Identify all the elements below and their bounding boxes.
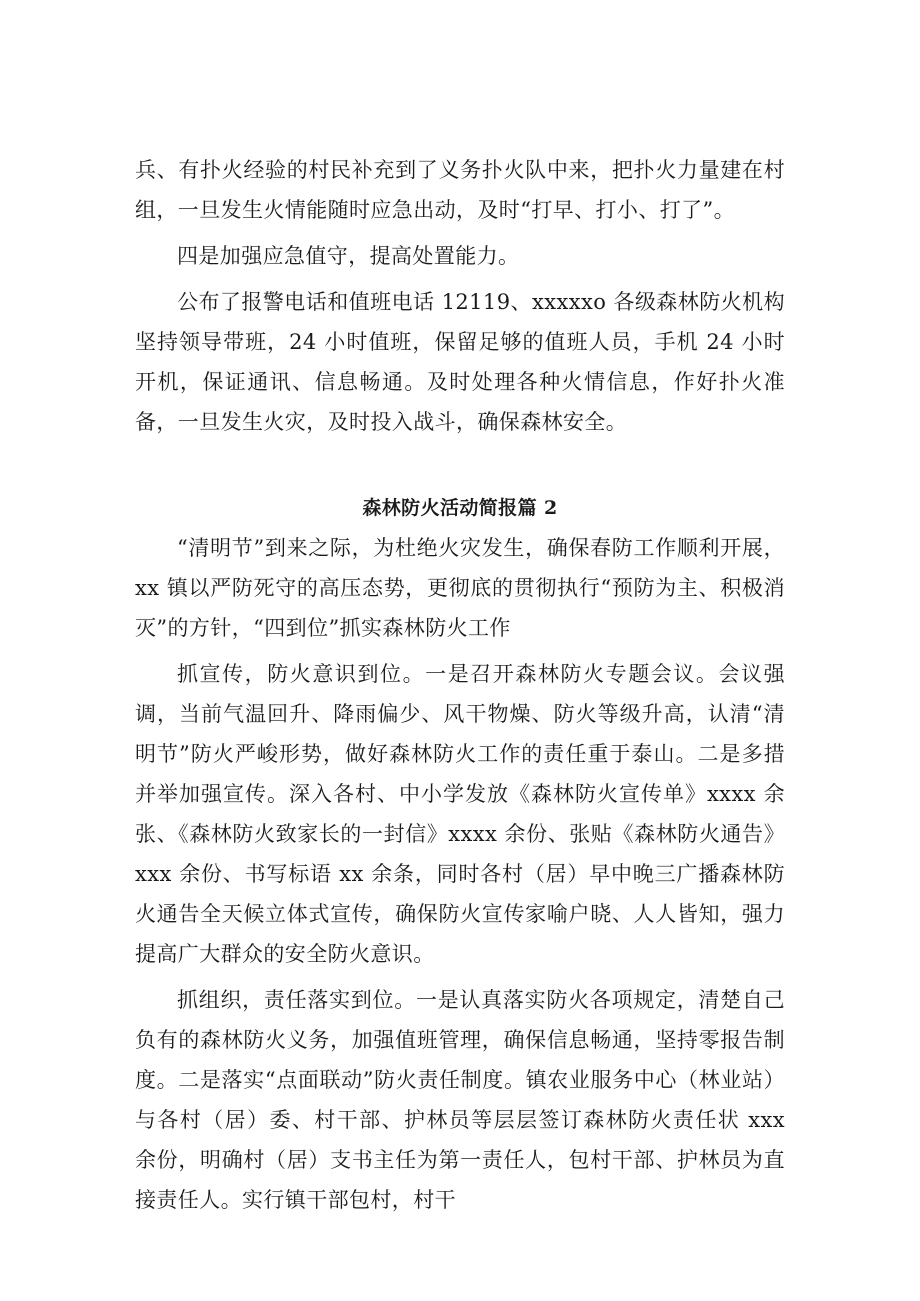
paragraph-heading-four: 四是加强应急值守，提高处置能力。 bbox=[177, 244, 520, 268]
paragraph-publicity: 抓宣传，防火意识到位。一是召开森林防火专题会议。会议强调，当前气温回升、降雨偏少、风干物燥、防火等级升高，认清“清明节”防火严峻形势，做好森林防火工作的责任重于泰山。二是多措并举加强宣传。深入各村、中小学发放《森林防火宣传单》xxxx 余张、《森林防火致家长的一封信》xxxx 余份、张贴《森林防火通告》xxx 余份、书写标语 xx 余条，同时各村（居）早中晚三广播森林防火通告全天候立体式宣传，确保防火宣传家喻户晓、人人皆知，强力提高广大群众的安全防火意识。 bbox=[135, 662, 785, 966]
paragraph-intro: “清明节”到来之际，为杜绝火灾发生，确保春防工作顺利开展，xx 镇以严防死守的高压态势，更彻底的贯彻执行“预防为主、积极消灭”的方针，“四到位”抓实森林防火工作 bbox=[135, 536, 785, 640]
document-page bbox=[135, 150, 785, 1220]
section-title: 森林防火活动简报篇 2 bbox=[362, 497, 558, 519]
paragraph-organization: 抓组织，责任落实到位。一是认真落实防火各项规定，清楚自己负有的森林防火义务，加强值班管理，确保信息畅通，坚持零报告制度。二是落实“点面联动”防火责任制度。镇农业服务中心（林业站）与各村（居）委、村干部、护林员等层层签订森林防火责任状 xxx 余份，明确村（居）支书主任为第一责任人，包村干部、护林员为直接责任人。实行镇干部包村，村干 bbox=[135, 988, 785, 1212]
paragraph-continuation: 兵、有扑火经验的村民补充到了义务扑火队中来，把扑火力量建在村组，一旦发生火情能随时应急出动，及时“打早、打小、打了”。 bbox=[135, 158, 785, 222]
paragraph-duty-phone: 公布了报警电话和值班电话 12119、xxxxxo 各级森林防火机构坚持领导带班，24 小时值班，保留足够的值班人员，手机 24 小时开机，保证通讯、信息畅通。及时处理各种火情信息，作好扑火准备，一旦发生火灾，及时投入战斗，确保森林安全。 bbox=[135, 290, 785, 434]
